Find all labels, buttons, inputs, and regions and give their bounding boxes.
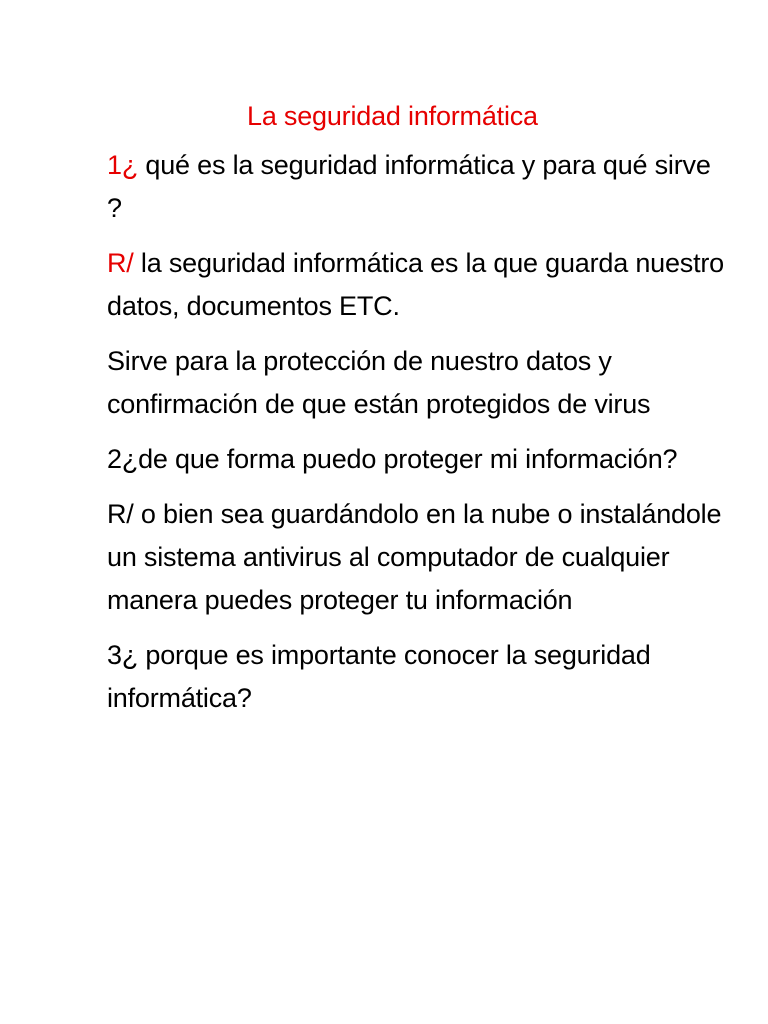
answer-2: R/ o bien sea guardándolo en la nube o instalándole un sistema antivirus al computador de cualquier manera puedes proteger tu información [107, 499, 722, 615]
question-2: 2¿de que forma puedo proteger mi información? [107, 444, 678, 474]
question-1-text: qué es la seguridad informática y para qué sirve ? [107, 150, 711, 223]
question-3: 3¿ porque es importante conocer la seguridad informática? [107, 640, 651, 713]
answer-1-text: la seguridad informática es la que guarda nuestro datos, documentos ETC. [107, 248, 724, 321]
document-title: La seguridad informática [247, 101, 538, 131]
question-1-number: 1¿ [107, 150, 139, 180]
answer-1-continued: Sirve para la protección de nuestro datos y confirmación de que están protegidos de virus [107, 346, 651, 419]
question-1 [107, 144, 727, 230]
answer-1 [107, 242, 727, 328]
document-body [107, 96, 727, 732]
answer-1-marker: R/ [107, 248, 134, 278]
